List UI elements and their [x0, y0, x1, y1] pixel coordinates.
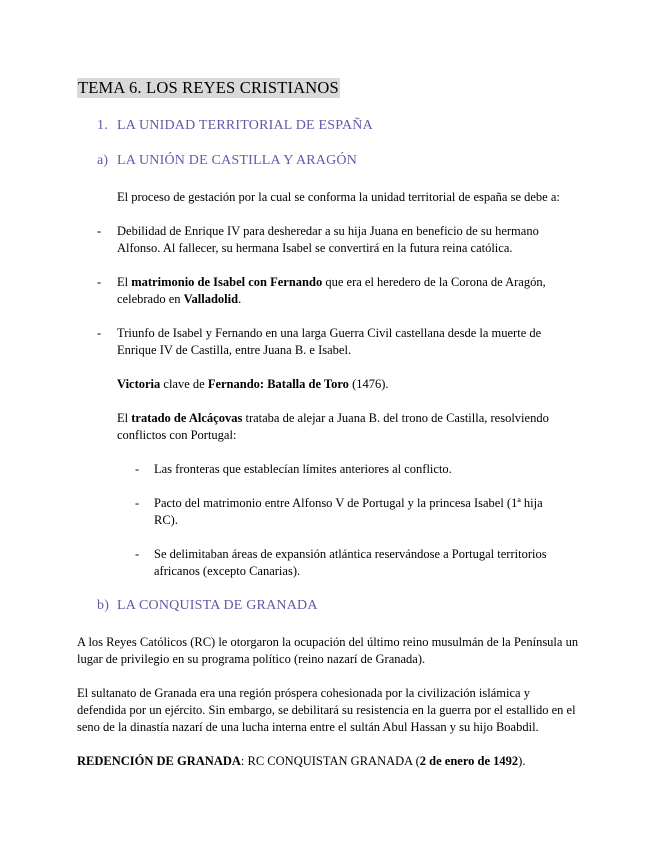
text-run: El — [117, 411, 132, 425]
text-run: clave de — [160, 377, 208, 391]
subsection-letter: b) — [97, 598, 110, 613]
bullet-dash: - — [97, 275, 102, 289]
subsection-label: LA CONQUISTA DE GRANADA — [117, 598, 318, 613]
bullet-dash: - — [97, 224, 102, 238]
subbullet-item-3: Se delimitaban áreas de expansión atlántica reservándose a Portugal territorios africanos (excepto Canarias). — [154, 547, 547, 578]
redencion-line — [77, 753, 582, 770]
bullet-item-1: Debilidad de Enrique IV para desheredar a su hija Juana en beneficio de su hermano Alfonso. Al fallecer, su hermana Isabel se convertirá en la futura reina católica. — [117, 224, 539, 255]
subsection-label: LA UNIÓN DE CASTILLA Y ARAGÓN — [117, 153, 358, 168]
text-run: . — [238, 292, 242, 306]
text-run: trataba de alejar a Juana B. del trono de Castilla, resolviendo conflictos con Portugal: — [117, 411, 549, 442]
bold-run: Victoria — [117, 377, 161, 391]
subbullet-item-1: Las fronteras que establecían límites anteriores al conflicto. — [154, 462, 452, 476]
subsection-letter: a) — [97, 153, 109, 168]
bullet-item-2 — [117, 274, 562, 308]
bold-run: matrimonio de Isabel con Fernando — [131, 275, 323, 289]
subsection-heading-b — [97, 597, 318, 615]
subsection-heading-a — [97, 152, 357, 170]
text-run: (1476). — [348, 377, 389, 391]
text-run: El — [117, 275, 132, 289]
bold-run: Fernando: Batalla de Toro — [207, 377, 349, 391]
bullet-item-3: Triunfo de Isabel y Fernando en una larga Guerra Civil castellana desde la muerte de Enrique IV de Castilla, entre Juana B. e Isabel. — [117, 326, 542, 357]
bullet-dash: - — [97, 326, 102, 340]
victoria-line — [117, 376, 587, 393]
bold-run: tratado de Alcáçovas — [131, 411, 243, 425]
granada-paragraph-1: A los Reyes Católicos (RC) le otorgaron la ocupación del último reino musulmán de la Península un lugar de privilegio en su programa político (reino nazarí de Granada). — [77, 635, 579, 666]
section-number: 1. — [97, 118, 108, 133]
subbullet-dash: - — [135, 547, 140, 561]
text-run: : RC CONQUISTAN GRANADA ( — [240, 754, 420, 768]
subbullet-item-2: Pacto del matrimonio entre Alfonso V de Portugal y la princesa Isabel (1ª hija RC). — [154, 496, 543, 527]
bold-run: REDENCIÓN DE GRANADA — [77, 754, 241, 768]
section-label: LA UNIDAD TERRITORIAL DE ESPAÑA — [117, 118, 373, 133]
section-heading-1 — [97, 117, 373, 135]
bold-run: Valladolid — [183, 292, 239, 306]
tratado-paragraph — [117, 410, 562, 444]
granada-paragraph-2: El sultanato de Granada era una región próspera cohesionada por la civilización islámica y defendida por un ejército. Sin embargo, se debilitará su resistencia en la guerra por el estallido en el seno de la dinastía nazarí de una lucha interna entre el sultán Abul Hassan y su hijo Boabdil. — [77, 686, 576, 734]
text-run: ). — [518, 754, 526, 768]
text-run: que era el heredero de la Corona de Aragón, celebrado en — [117, 275, 546, 306]
subbullet-dash: - — [135, 462, 140, 476]
intro-paragraph: El proceso de gestación por la cual se conforma la unidad territorial de españa se debe a: — [117, 190, 560, 204]
subbullet-dash: - — [135, 496, 140, 510]
bold-run: 2 de enero de 1492 — [419, 754, 519, 768]
page-title: TEMA 6. LOS REYES CRISTIANOS — [78, 78, 339, 97]
